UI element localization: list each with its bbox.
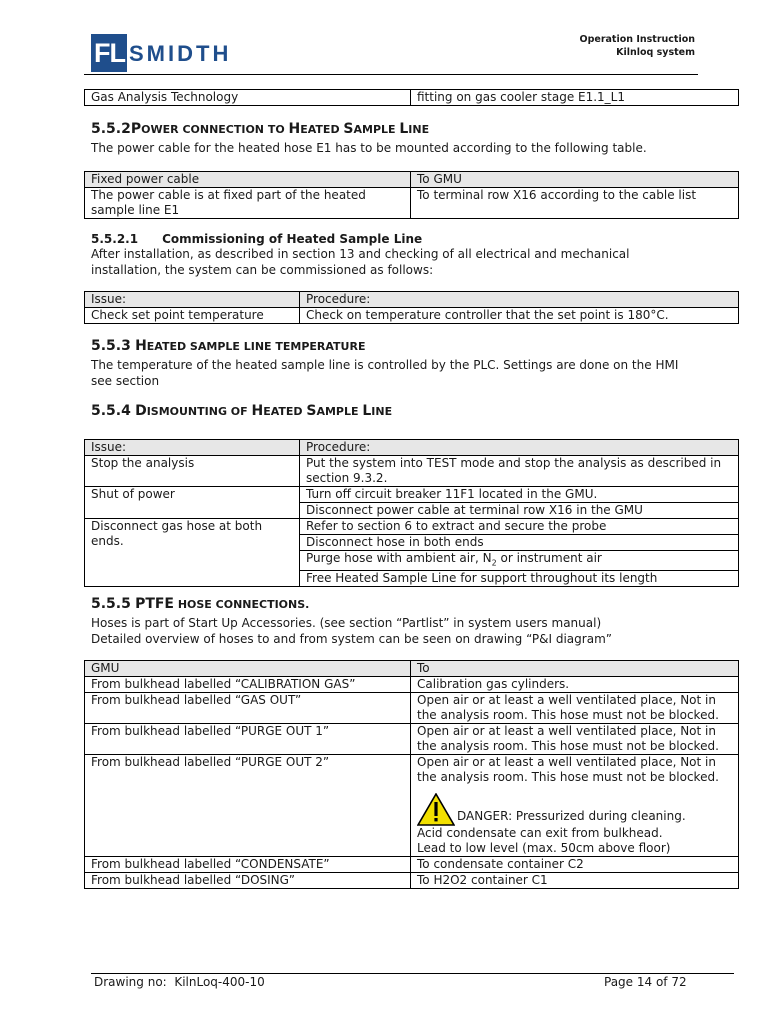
paragraph: The temperature of the heated sample line is controlled by the PLC. Settings are done on the HMI see section <box>91 358 679 388</box>
table-header-cell: Issue: <box>85 440 300 456</box>
table-cell: From bulkhead labelled “PURGE OUT 2” <box>85 755 411 857</box>
table-cell: From bulkhead labelled “DOSING” <box>85 873 411 889</box>
table-cell: Gas Analysis Technology <box>85 90 411 106</box>
header-rule <box>84 74 698 75</box>
heading-5-5-2-1: 5.5.2.1 Commissioning of Heated Sample Line <box>91 232 423 246</box>
table-header-cell: Procedure: <box>300 440 739 456</box>
paragraph: After installation, as described in section 13 and checking of all electrical and mechanical installation, the system can be commissioned as follows: <box>91 247 630 277</box>
table-cell: Purge hose with ambient air, $N_2$ or instrument air <box>300 551 739 571</box>
danger-text: DANGER: Pressurized during cleaning. <box>457 809 686 823</box>
table-cell: Free Heated Sample Line for support throughout its length <box>300 571 739 587</box>
commissioning-table <box>84 291 739 324</box>
table-header-row <box>85 172 739 188</box>
warning-triangle-icon <box>417 793 455 826</box>
footer-rule <box>91 973 734 974</box>
logo-fl: FL <box>91 34 127 72</box>
table-row <box>85 755 739 857</box>
table-cell: Disconnect power cable at terminal row X16 in the GMU <box>300 503 739 519</box>
table-row <box>85 90 739 106</box>
table-cell: Put the system into TEST mode and stop the analysis as described in section 9.3.2. <box>300 456 739 487</box>
table-cell: To condensate container C2 <box>411 857 739 873</box>
table-row <box>85 188 739 219</box>
heading-5-5-4: 5.5.4 DISMOUNTING OF HEATED SAMPLE LINE <box>91 403 393 419</box>
table-row <box>85 677 739 693</box>
table-cell: To terminal row X16 according to the cable list <box>411 188 739 219</box>
table-row <box>85 456 739 487</box>
heading-5-5-2: 5.5.2POWER CONNECTION TO HEATED SAMPLE LINE <box>91 121 430 137</box>
table-cell: Disconnect hose in both ends <box>300 535 739 551</box>
table-header-row <box>85 292 739 308</box>
table-row <box>85 693 739 724</box>
heading-5-5-3: 5.5.3 HEATED SAMPLE LINE TEMPERATURE <box>91 338 366 354</box>
paragraph: Hoses is part of Start Up Accessories. (see section “Partlist” in system users manual) <box>91 616 602 630</box>
flsmidth-logo <box>91 34 231 72</box>
table-cell: From bulkhead labelled “CALIBRATION GAS” <box>85 677 411 693</box>
table-row <box>85 857 739 873</box>
table-cell: Open air or at least a well ventilated place, Not in the analysis room. This hose must not be blocked. <box>411 724 739 755</box>
header-info <box>580 33 695 59</box>
doc-type: Operation Instruction <box>579 34 695 45</box>
table-cell: Disconnect gas hose at both ends. <box>85 519 300 587</box>
table-cell: Stop the analysis <box>85 456 300 487</box>
logo-smidth: SMIDTH <box>129 41 232 66</box>
hose-connections-table <box>84 660 739 889</box>
table-cell: Shut of power <box>85 487 300 519</box>
table-header-cell: GMU <box>85 661 411 677</box>
table-row <box>85 519 739 535</box>
table-row <box>85 487 739 503</box>
table-cell: To H2O2 container C1 <box>411 873 739 889</box>
top-table <box>84 89 739 106</box>
table-cell: From bulkhead labelled “GAS OUT” <box>85 693 411 724</box>
table-row <box>85 308 739 324</box>
table-cell: Open air or at least a well ventilated place, Not in the analysis room. This hose must not be blocked. <box>411 693 739 724</box>
table-header-cell: To <box>411 661 739 677</box>
table-header-cell: Issue: <box>85 292 300 308</box>
table-header-cell: To GMU <box>411 172 739 188</box>
table-cell: From bulkhead labelled “PURGE OUT 1” <box>85 724 411 755</box>
table-header-cell: Fixed power cable <box>85 172 411 188</box>
table-cell: fitting on gas cooler stage E1.1_L1 <box>411 90 739 106</box>
table-cell: Open air or at least a well ventilated place, Not in the analysis room. This hose must not be blocked. DANGER: Pressurized during cleaning. Acid condensate can exit from bulkhead. Lead to low level (max. 50cm above floor) <box>411 755 739 857</box>
page-number: Page 14 of 72 <box>604 975 687 989</box>
table-header-cell: Procedure: <box>300 292 739 308</box>
drawing-number: Drawing no: KilnLoq-400-10 <box>94 975 265 989</box>
table-row <box>85 873 739 889</box>
table-cell: From bulkhead labelled “CONDENSATE” <box>85 857 411 873</box>
dismounting-table <box>84 439 739 587</box>
table-cell: Calibration gas cylinders. <box>411 677 739 693</box>
table-cell: Refer to section 6 to extract and secure the probe <box>300 519 739 535</box>
table-cell: The power cable is at fixed part of the heated sample line E1 <box>85 188 411 219</box>
table-header-row <box>85 661 739 677</box>
table-cell: Turn off circuit breaker 11F1 located in the GMU. <box>300 487 739 503</box>
table-cell: Check on temperature controller that the set point is 180°C. <box>300 308 739 324</box>
paragraph: Detailed overview of hoses to and from system can be seen on drawing “P&I diagram” <box>91 632 612 646</box>
table-cell: Check set point temperature <box>85 308 300 324</box>
power-cable-table <box>84 171 739 219</box>
table-header-row <box>85 440 739 456</box>
paragraph: The power cable for the heated hose E1 has to be mounted according to the following table. <box>91 141 647 155</box>
table-row <box>85 724 739 755</box>
heading-5-5-5: 5.5.5 PTFE HOSE CONNECTIONS. <box>91 596 310 612</box>
system-name: Kilnloq system <box>616 47 695 58</box>
